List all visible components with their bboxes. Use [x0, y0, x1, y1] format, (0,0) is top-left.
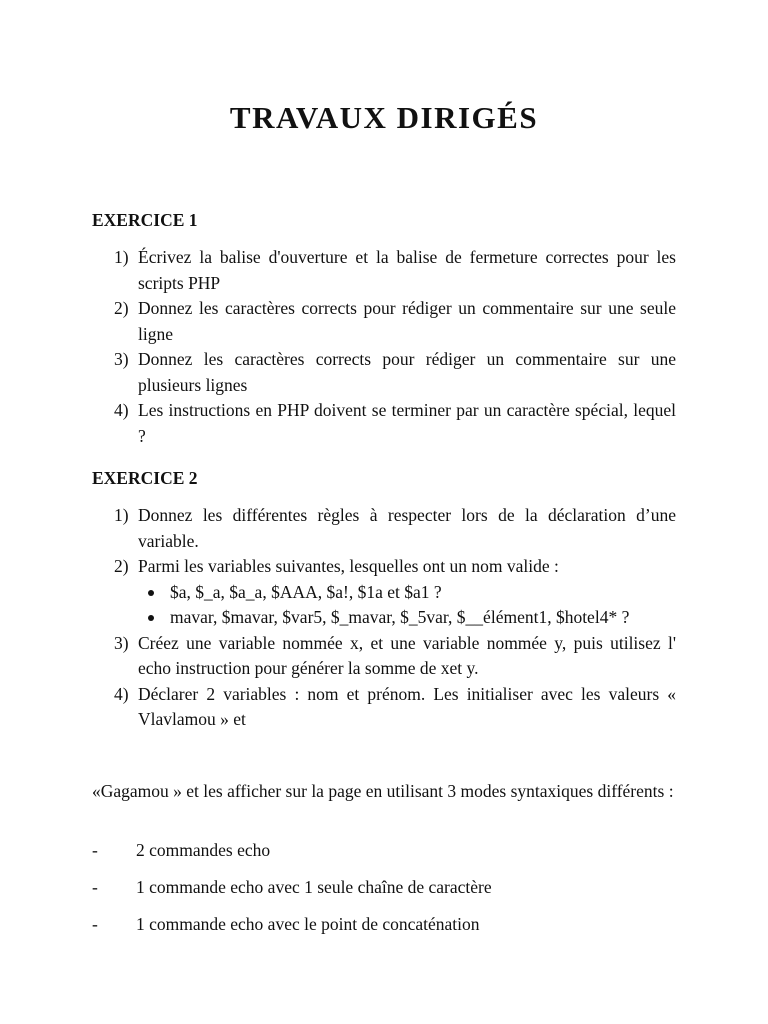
item-text: Déclarer 2 variables : nom et prénom. Les initialiser avec les valeurs « Vlavlamou » et	[138, 683, 676, 729]
exercice-1-item	[92, 245, 676, 296]
bullet-text: $a, $_a, $a_a, $AAA, $a!, $1a et $a1 ?	[170, 581, 442, 602]
document-title: TRAVAUX DIRIGÉS	[229, 100, 539, 135]
item-number: 4)	[114, 683, 129, 704]
mode-text: 1 commande echo avec 1 seule chaîne de caractère	[136, 877, 492, 897]
exercice-2-item	[92, 631, 676, 682]
dash-marker: -	[92, 840, 98, 860]
mode-line	[92, 875, 676, 901]
item-number: 2)	[114, 556, 129, 576]
item-number: 2)	[114, 298, 129, 318]
exercice-1-list	[92, 245, 676, 449]
instructions-paragraph: «Gagamou » et les afficher sur la page en utilisant 3 modes syntaxiques différents :	[92, 781, 674, 801]
item-text: Parmi les variables suivantes, lesquelles ont un nom valide :	[138, 556, 559, 576]
exercice-2-list	[92, 503, 676, 733]
dash-marker: -	[92, 877, 98, 897]
item-number: 3)	[114, 349, 129, 369]
item-text: Donnez les caractères corrects pour rédiger un commentaire sur une plusieurs lignes	[138, 349, 676, 395]
exercice-1-heading: EXERCICE 1	[92, 210, 198, 230]
item-text: Donnez les différentes règles à respecter lors de la déclaration d’une variable.	[138, 505, 676, 551]
exercice-1-item	[92, 347, 676, 398]
exercice-2-item	[92, 682, 676, 733]
exercice-1-item	[92, 296, 676, 347]
exercice-2-item	[92, 503, 676, 554]
exercice-1-item	[92, 398, 676, 449]
exercice-2-heading: EXERCICE 2	[92, 468, 198, 488]
item-text: Les instructions en PHP doivent se terminer par un caractère spécial, lequel ?	[138, 400, 676, 446]
item-number: 4)	[114, 400, 129, 420]
bullet-text: mavar, $mavar, $var5, $_mavar, $_5var, $__élément1, $hotel4* ?	[170, 607, 630, 627]
dash-marker: -	[92, 914, 98, 934]
exercice-2-item	[92, 554, 676, 631]
bullet-icon	[148, 615, 154, 621]
item-text: Créez une variable nommée x, et une variable nommée y, puis utilisez l' echo instruction pour générer la somme de xet y.	[138, 632, 676, 678]
bullet-icon	[148, 590, 154, 596]
item-number: 3)	[114, 632, 129, 653]
mode-text: 2 commandes echo	[136, 840, 271, 860]
mode-line	[92, 912, 676, 938]
item-text: Donnez les caractères corrects pour rédiger un commentaire sur une seule ligne	[138, 298, 676, 344]
mode-line	[92, 838, 676, 864]
bullet-item	[138, 580, 676, 606]
item-number: 1)	[114, 505, 129, 525]
variable-bullet-list	[138, 580, 676, 631]
mode-text: 1 commande echo avec le point de concaténation	[136, 914, 480, 934]
item-text: Écrivez la balise d'ouverture et la balise de fermeture correctes pour les scripts PHP	[138, 247, 676, 293]
item-number: 1)	[114, 247, 129, 267]
bullet-item	[138, 605, 676, 631]
